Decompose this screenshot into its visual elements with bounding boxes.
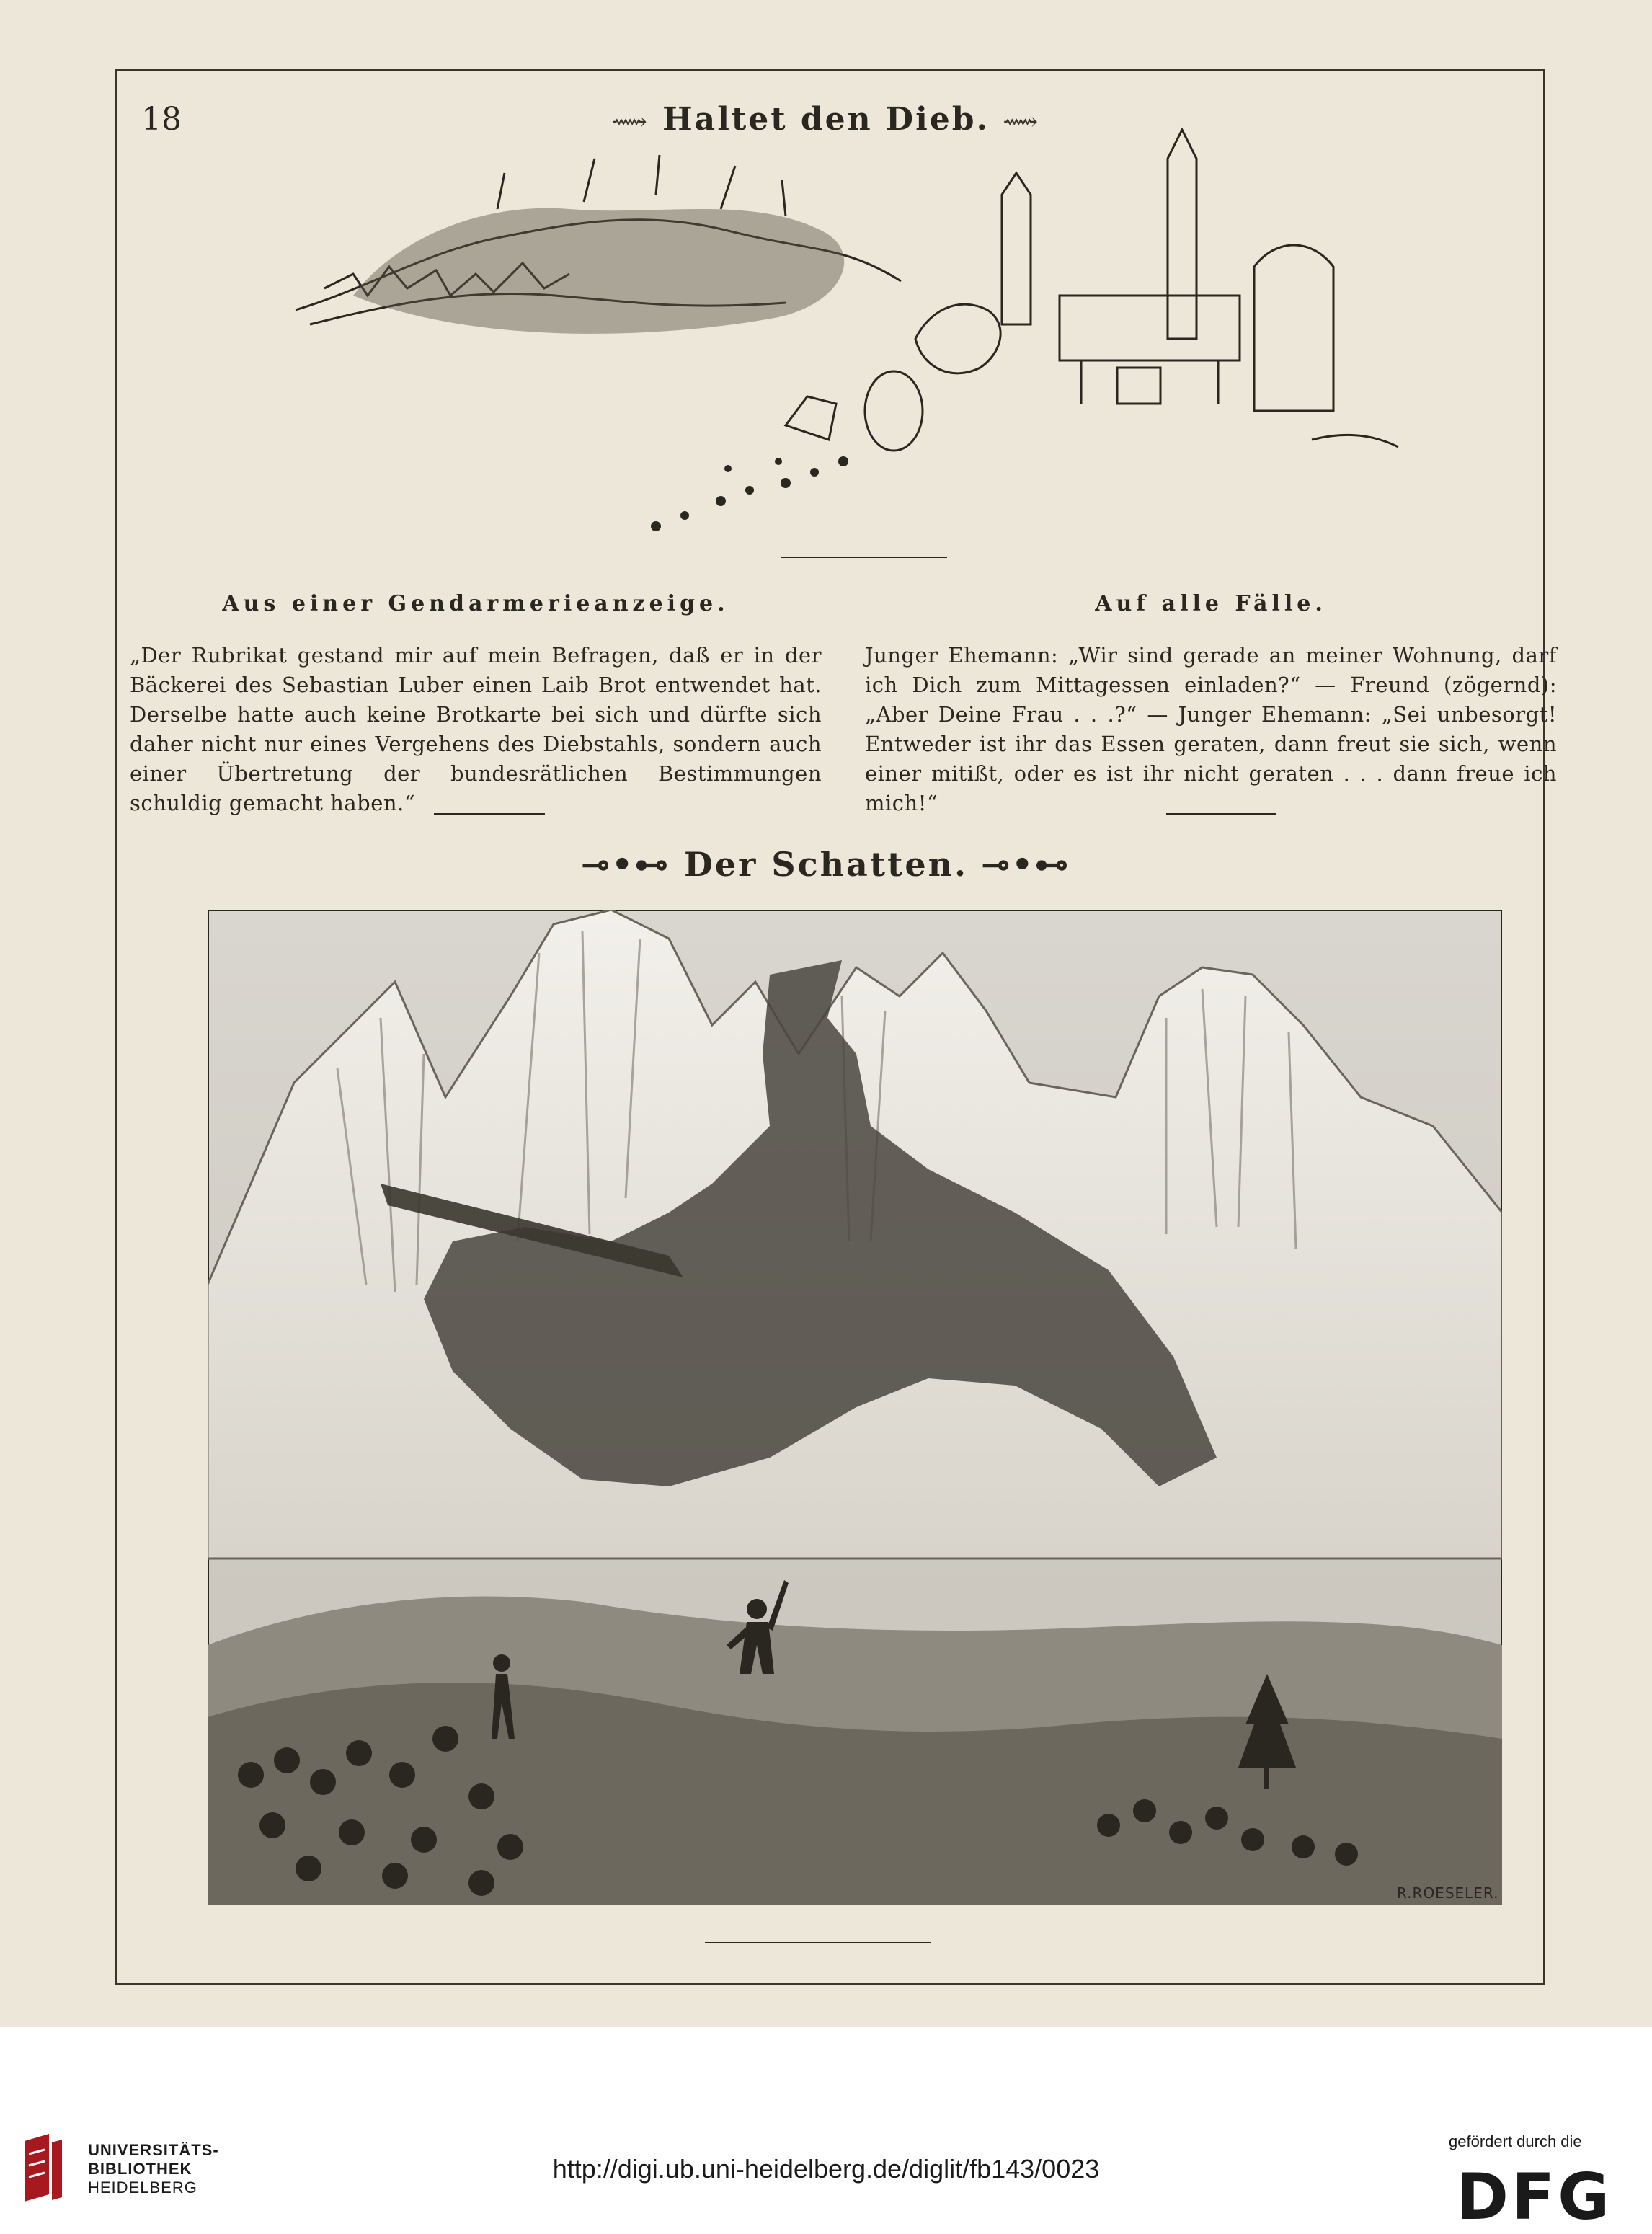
library-name-line2: BIBLIOTHEK (88, 2160, 192, 2178)
source-url[interactable]: http://digi.ub.uni-heidelberg.de/diglit/fb143/0023 (552, 2154, 1100, 2184)
left-article (130, 591, 822, 818)
page-number: 18 (141, 101, 182, 138)
right-article-body: Junger Ehemann: „Wir sind gerade an meiner Wohnung, darf ich Dich zum Mittagessen einladen?“ — Freund (zögernd): „Aber Deine Frau . . .?“ — Junger Ehemann: „Sei unbesorgt! Entweder ist ihr das Essen geraten, dann freut sie sich, wenn einer mitißt, oder es ist ihr nicht geraten . . . dann freue ich mich!“ (865, 643, 1557, 815)
section-ornament-left: ⊸•⊷ (581, 845, 670, 884)
footer (0, 2027, 1652, 2234)
section-ornament-right: ⊸•⊷ (982, 845, 1071, 884)
left-article-body: „Der Rubrikat gestand mir auf mein Befragen, daß er in der Bäckerei des Sebastian Luber einen Laib Brot entwendet hat. Derselbe hatte auch keine Brotkarte bei sich und dürfte sich daher nicht nur eines Vergehens des Diebstahls, sondern auch einer Übertretung der bundesrätlichen Bestimmungen schuldig gemacht haben.“ (130, 643, 822, 815)
right-column-divider (1166, 813, 1276, 815)
top-divider (781, 557, 947, 558)
left-article-heading: Aus einer Gendarmerieanzeige. (222, 591, 729, 616)
left-column-divider (434, 813, 545, 815)
crowd-illustration (281, 123, 1405, 541)
illustration-signature: R.ROESELER. (1397, 1884, 1499, 1902)
funder-caption: gefördert durch die (1449, 2132, 1582, 2150)
funder-logo: DFG (1456, 2160, 1613, 2234)
page-title-text: Haltet den Dieb. (662, 101, 990, 138)
shadow-illustration (208, 910, 1502, 1905)
title-ornament-right: ⟿ (1003, 107, 1040, 136)
section-title-text: Der Schatten. (683, 845, 969, 884)
library-name-line1: UNIVERSITÄTS- (88, 2141, 219, 2159)
right-article-heading: Auf alle Fälle. (1095, 591, 1327, 616)
right-article (865, 591, 1557, 818)
title-ornament-left: ⟿ (612, 107, 649, 136)
library-name-line3: HEIDELBERG (88, 2178, 197, 2197)
bottom-divider (705, 1942, 931, 1943)
section-title (0, 845, 1652, 884)
